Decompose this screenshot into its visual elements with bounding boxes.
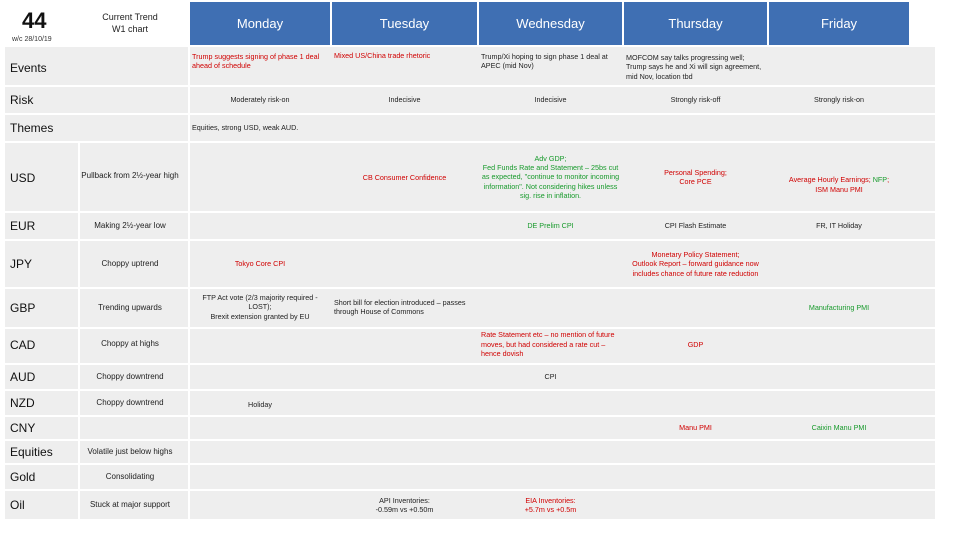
cad-wednesday: Rate Statement etc – no mention of future moves, but had considered a rate cut – hence dovish <box>481 330 615 359</box>
trend-header: Current Trend W1 chart <box>102 12 158 34</box>
row-label-risk: Risk <box>10 93 34 107</box>
eur-wednesday: DE Prelim CPI <box>527 221 574 231</box>
row-label-equities: Equities <box>10 445 53 459</box>
aud-wednesday: CPI <box>544 372 557 382</box>
trend-eur: Making 2½-year low <box>94 221 166 230</box>
row-label-gold: Gold <box>10 470 36 484</box>
day-header-thursday: Thursday <box>624 2 767 45</box>
column-divider <box>188 47 190 519</box>
gbp-tuesday: Short bill for election introduced – passes through House of Commons <box>334 297 466 316</box>
trend-gbp: Trending upwards <box>98 303 162 312</box>
usd-friday-ahe: Average Hourly Earnings; <box>788 175 873 185</box>
usd-tuesday: CB Consumer Confidence <box>362 173 447 183</box>
row-label-cny: CNY <box>10 421 36 435</box>
nzd-monday: Holiday <box>248 400 272 410</box>
risk-wednesday: Indecisive <box>534 95 567 105</box>
jpy-thursday: Monetary Policy Statement; Outlook Report – forward guidance now includes chance of future rate reduction <box>632 249 759 278</box>
risk-tuesday: Indecisive <box>388 95 421 105</box>
week-commencing: w/c 28/10/19 <box>12 36 52 43</box>
row-label-events: Events <box>10 61 47 75</box>
trend-gold: Consolidating <box>105 472 155 481</box>
trend-jpy: Choppy uptrend <box>101 259 159 268</box>
trend-aud: Choppy downtrend <box>96 372 164 381</box>
row-label-oil: Oil <box>10 498 25 512</box>
row-label-jpy: JPY <box>10 257 33 271</box>
risk-friday: Strongly risk-on <box>814 95 864 105</box>
eur-friday: FR, IT Holiday <box>816 221 862 231</box>
trend-nzd: Choppy downtrend <box>96 398 164 407</box>
row-label-themes: Themes <box>10 121 54 135</box>
cad-thursday: GDP <box>687 340 704 350</box>
usd-friday-nfp: NFP <box>872 175 888 185</box>
gbp-friday: Manufacturing PMI <box>808 303 870 313</box>
risk-thursday: Strongly risk-off <box>670 95 721 105</box>
gbp-monday: FTP Act vote (2/3 majority required - LOST); Brexit extension granted by EU <box>202 292 318 321</box>
cny-friday: Caixin Manu PMI <box>811 423 867 433</box>
day-header-friday: Friday <box>769 2 909 45</box>
events-wednesday: Trump/Xi hoping to sign phase 1 deal at APEC (mid Nov) <box>481 51 608 70</box>
trend-cad: Choppy at highs <box>101 339 159 348</box>
row-label-cad: CAD <box>10 338 36 352</box>
usd-wednesday: Adv GDP; Fed Funds Rate and Statement – 25bs cut as expected, "continue to monitor incoming information". Not considering hikes unless sig. rise in inflation. <box>481 153 620 201</box>
row-label-eur: EUR <box>10 219 36 233</box>
row-label-nzd: NZD <box>10 396 35 410</box>
usd-thursday: Personal Spending; Core PCE <box>664 167 727 186</box>
usd-friday <box>771 162 907 196</box>
jpy-monday: Tokyo Core CPI <box>234 259 286 269</box>
risk-monday: Moderately risk-on <box>230 95 290 105</box>
oil-wednesday: EIA Inventories: +5.7m vs +0.5m <box>524 495 577 514</box>
events-tuesday: Mixed US/China trade rhetoric <box>334 51 431 61</box>
day-header-wednesday: Wednesday <box>479 2 622 45</box>
day-header-monday: Monday <box>190 2 330 45</box>
themes-text: Equities, strong USD, weak AUD. <box>192 123 299 133</box>
eur-thursday: CPI Flash Estimate <box>664 221 727 231</box>
events-monday: Trump suggests signing of phase 1 deal ahead of schedule <box>192 51 320 70</box>
week-number: 44 <box>22 8 47 33</box>
row-label-aud: AUD <box>10 370 36 384</box>
trend-usd: Pullback from 2½-year high <box>81 171 179 180</box>
events-thursday: MOFCOM say talks progressing well; Trump says he and Xi will sign agreement, mid Nov, location tbd <box>626 52 762 81</box>
trend-oil: Stuck at major support <box>89 500 171 509</box>
row-label-usd: USD <box>10 171 36 185</box>
usd-friday-ism: ; ISM Manu PMI <box>815 175 890 194</box>
trend-equities: Volatile just below highs <box>87 447 173 456</box>
cny-thursday: Manu PMI <box>679 423 712 433</box>
day-header-tuesday: Tuesday <box>332 2 477 45</box>
row-label-gbp: GBP <box>10 301 36 315</box>
oil-tuesday: API Inventories: -0.59m vs +0.50m <box>375 495 434 514</box>
